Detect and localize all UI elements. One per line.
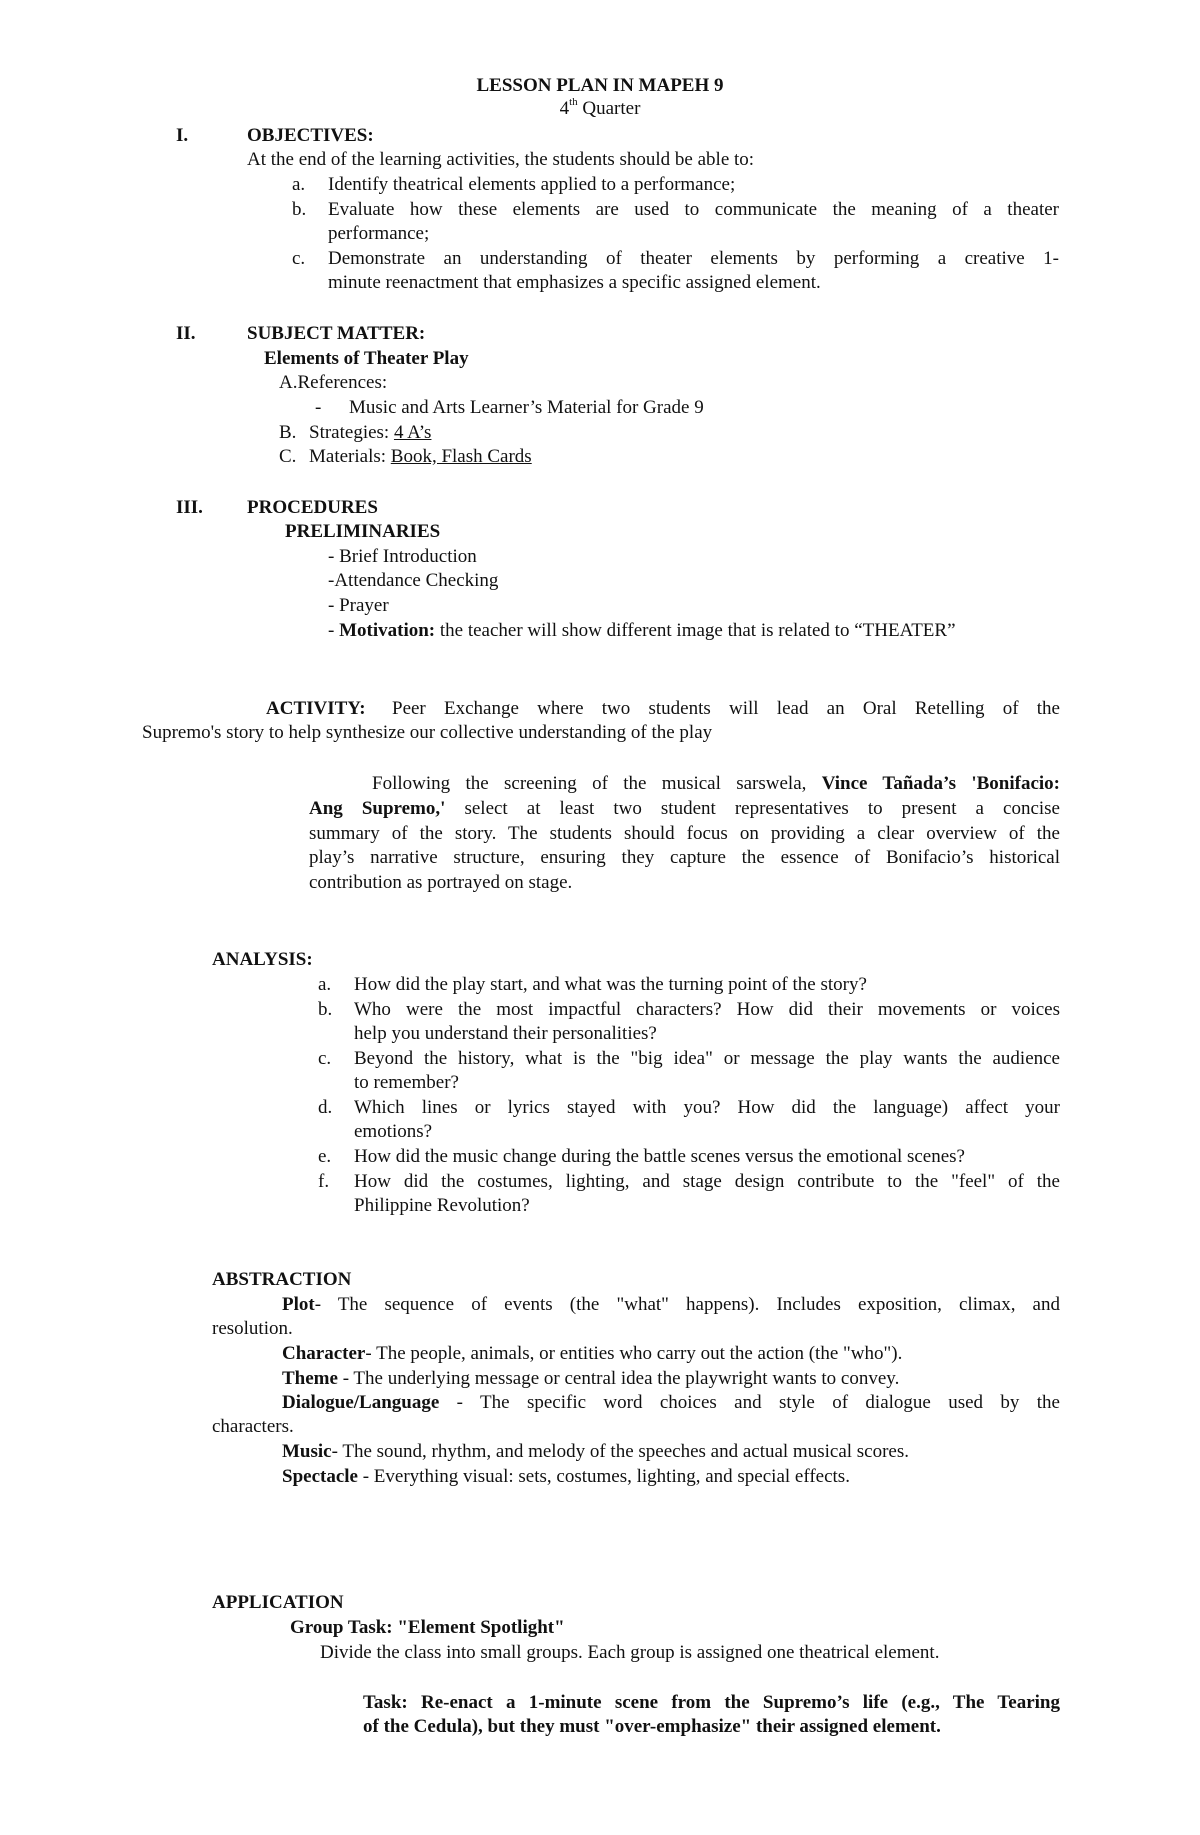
section-numeral-procedures: III.: [176, 497, 203, 518]
abstraction-heading: ABSTRACTION: [212, 1269, 352, 1290]
section-numeral-subject: II.: [176, 323, 196, 344]
analysis-letter: c.: [318, 1048, 332, 1069]
term-dialogue: Dialogue/Language: [282, 1392, 440, 1413]
term-music: Music: [282, 1441, 332, 1462]
term-theme: Theme: [282, 1368, 338, 1389]
objective-letter: c.: [292, 248, 306, 269]
preliminary-item: -Attendance Checking: [328, 570, 499, 591]
objective-letter: b.: [292, 199, 307, 220]
analysis-letter: b.: [318, 999, 333, 1020]
activity-paragraph-line: [372, 772, 1060, 796]
section-heading-objectives: OBJECTIVES:: [247, 125, 374, 146]
motivation-dash: -: [328, 620, 340, 641]
objective-text-cont: minute reenactment that emphasizes a specific assigned element.: [328, 272, 821, 293]
objective-text-cont: performance;: [328, 223, 430, 244]
activity-paragraph-line: contribution as portrayed on stage.: [309, 872, 573, 893]
play-title: Vince Tañada’s 'Bonifacio:: [821, 773, 1060, 794]
definition-theme: - The underlying message or central idea the playwright wants to convey.: [337, 1368, 900, 1389]
strategies-label: Strategies:: [309, 422, 394, 443]
term-plot: Plot: [282, 1294, 315, 1315]
reference-item: Music and Arts Learner’s Material for Grade 9: [349, 397, 704, 418]
definition-spectacle: - Everything visual: sets, costumes, lighting, and special effects.: [357, 1466, 850, 1487]
preliminaries-heading: PRELIMINARIES: [285, 521, 441, 542]
analysis-question-cont: to remember?: [354, 1072, 459, 1093]
analysis-heading: ANALYSIS:: [212, 949, 313, 970]
strategies-letter: B.: [279, 422, 297, 443]
analysis-question-cont: Philippine Revolution?: [354, 1195, 530, 1216]
play-title-cont: Ang Supremo,': [309, 798, 446, 819]
preliminary-item: - Prayer: [328, 595, 389, 616]
subject-topic: Elements of Theater Play: [264, 348, 469, 369]
term-character: Character: [282, 1343, 366, 1364]
group-task-instruction: Divide the class into small groups. Each group is assigned one theatrical element.: [320, 1642, 940, 1663]
section-heading-subject: SUBJECT MATTER:: [247, 323, 426, 344]
objective-text: Evaluate how these elements are used to communicate the meaning of a theater: [328, 199, 1059, 220]
analysis-question: Who were the most impactful characters? How did their movements or voices: [354, 999, 1060, 1020]
activity-paragraph-line: summary of the story. The students should focus on providing a clear overview of the: [309, 823, 1060, 844]
definition-music: - The sound, rhythm, and melody of the speeches and actual musical scores.: [331, 1441, 910, 1462]
reference-dash: -: [315, 397, 322, 418]
preliminary-item: - Brief Introduction: [328, 546, 477, 567]
analysis-question-cont: emotions?: [354, 1121, 433, 1142]
objective-text: Demonstrate an understanding of theater elements by performing a creative 1-: [328, 248, 1059, 269]
abstraction-dialogue: [282, 1391, 1060, 1415]
strategies-line: [309, 421, 431, 445]
abstraction-character: [282, 1342, 902, 1366]
section-heading-procedures: PROCEDURES: [247, 497, 378, 518]
activity-label: ACTIVITY:: [266, 698, 366, 719]
motivation-label: Motivation:: [339, 620, 436, 641]
definition-plot-cont: resolution.: [212, 1318, 293, 1339]
abstraction-theme: [282, 1367, 899, 1391]
quarter-number: 4: [559, 98, 570, 119]
quarter-superscript: th: [569, 95, 578, 108]
analysis-letter: a.: [318, 974, 332, 995]
objectives-intro: At the end of the learning activities, the students should be able to:: [247, 149, 755, 170]
definition-character: - The people, animals, or entities who carry out the action (the "who").: [365, 1343, 903, 1364]
references-label: A.References:: [279, 372, 388, 393]
motivation-line: [328, 619, 956, 643]
materials-line: [309, 445, 532, 469]
activity-paragraph-line: [309, 797, 1060, 821]
strategies-value: 4 A’s: [393, 422, 432, 443]
page-title: LESSON PLAN IN MAPEH 9: [476, 75, 724, 96]
analysis-question: How did the play start, and what was the turning point of the story?: [354, 974, 867, 995]
activity-paragraph-text: Following the screening of the musical sarswela,: [372, 773, 822, 794]
task-description-cont: of the Cedula), but they must "over-emphasize" their assigned element.: [363, 1716, 941, 1737]
motivation-text: the teacher will show different image that is related to “THEATER”: [435, 620, 956, 641]
quarter-word: Quarter: [582, 98, 641, 119]
abstraction-plot: [282, 1293, 1060, 1317]
analysis-letter: e.: [318, 1146, 332, 1167]
definition-dialogue-cont: characters.: [212, 1416, 294, 1437]
analysis-question: Beyond the history, what is the "big idea" or message the play wants the audience: [354, 1048, 1060, 1069]
definition-dialogue: - The specific word choices and style of dialogue used by the: [439, 1392, 1060, 1413]
activity-description: Peer Exchange where two students will lead an Oral Retelling of the: [392, 698, 1060, 719]
definition-plot: - The sequence of events (the "what" happens). Includes exposition, climax, and: [314, 1294, 1060, 1315]
analysis-letter: d.: [318, 1097, 333, 1118]
objective-text: Identify theatrical elements applied to a performance;: [328, 174, 736, 195]
objective-letter: a.: [292, 174, 306, 195]
analysis-question-cont: help you understand their personalities?: [354, 1023, 657, 1044]
abstraction-music: [282, 1440, 909, 1464]
materials-value: Book, Flash Cards: [390, 446, 532, 467]
activity-description-cont: Supremo's story to help synthesize our collective understanding of the play: [142, 722, 713, 743]
analysis-question: Which lines or lyrics stayed with you? How did the language) affect your: [354, 1097, 1060, 1118]
analysis-question: How did the costumes, lighting, and stage design contribute to the "feel" of the: [354, 1171, 1060, 1192]
activity-paragraph-text: select at least two student representatives to present a concise: [445, 798, 1060, 819]
task-description: Task: Re-enact a 1-minute scene from the Supremo’s life (e.g., The Tearing: [363, 1692, 1060, 1713]
term-spectacle: Spectacle: [282, 1466, 358, 1487]
group-task-title: Group Task: "Element Spotlight": [290, 1617, 565, 1638]
analysis-letter: f.: [318, 1171, 330, 1192]
materials-label: Materials:: [309, 446, 391, 467]
materials-letter: C.: [279, 446, 297, 467]
abstraction-spectacle: [282, 1465, 850, 1489]
section-numeral-objectives: I.: [176, 125, 189, 146]
analysis-question: How did the music change during the battle scenes versus the emotional scenes?: [354, 1146, 965, 1167]
activity-paragraph-line: play’s narrative structure, ensuring they capture the essence of Bonifacio’s historical: [309, 847, 1060, 868]
application-heading: APPLICATION: [212, 1592, 344, 1613]
quarter-label: [0, 97, 1200, 121]
